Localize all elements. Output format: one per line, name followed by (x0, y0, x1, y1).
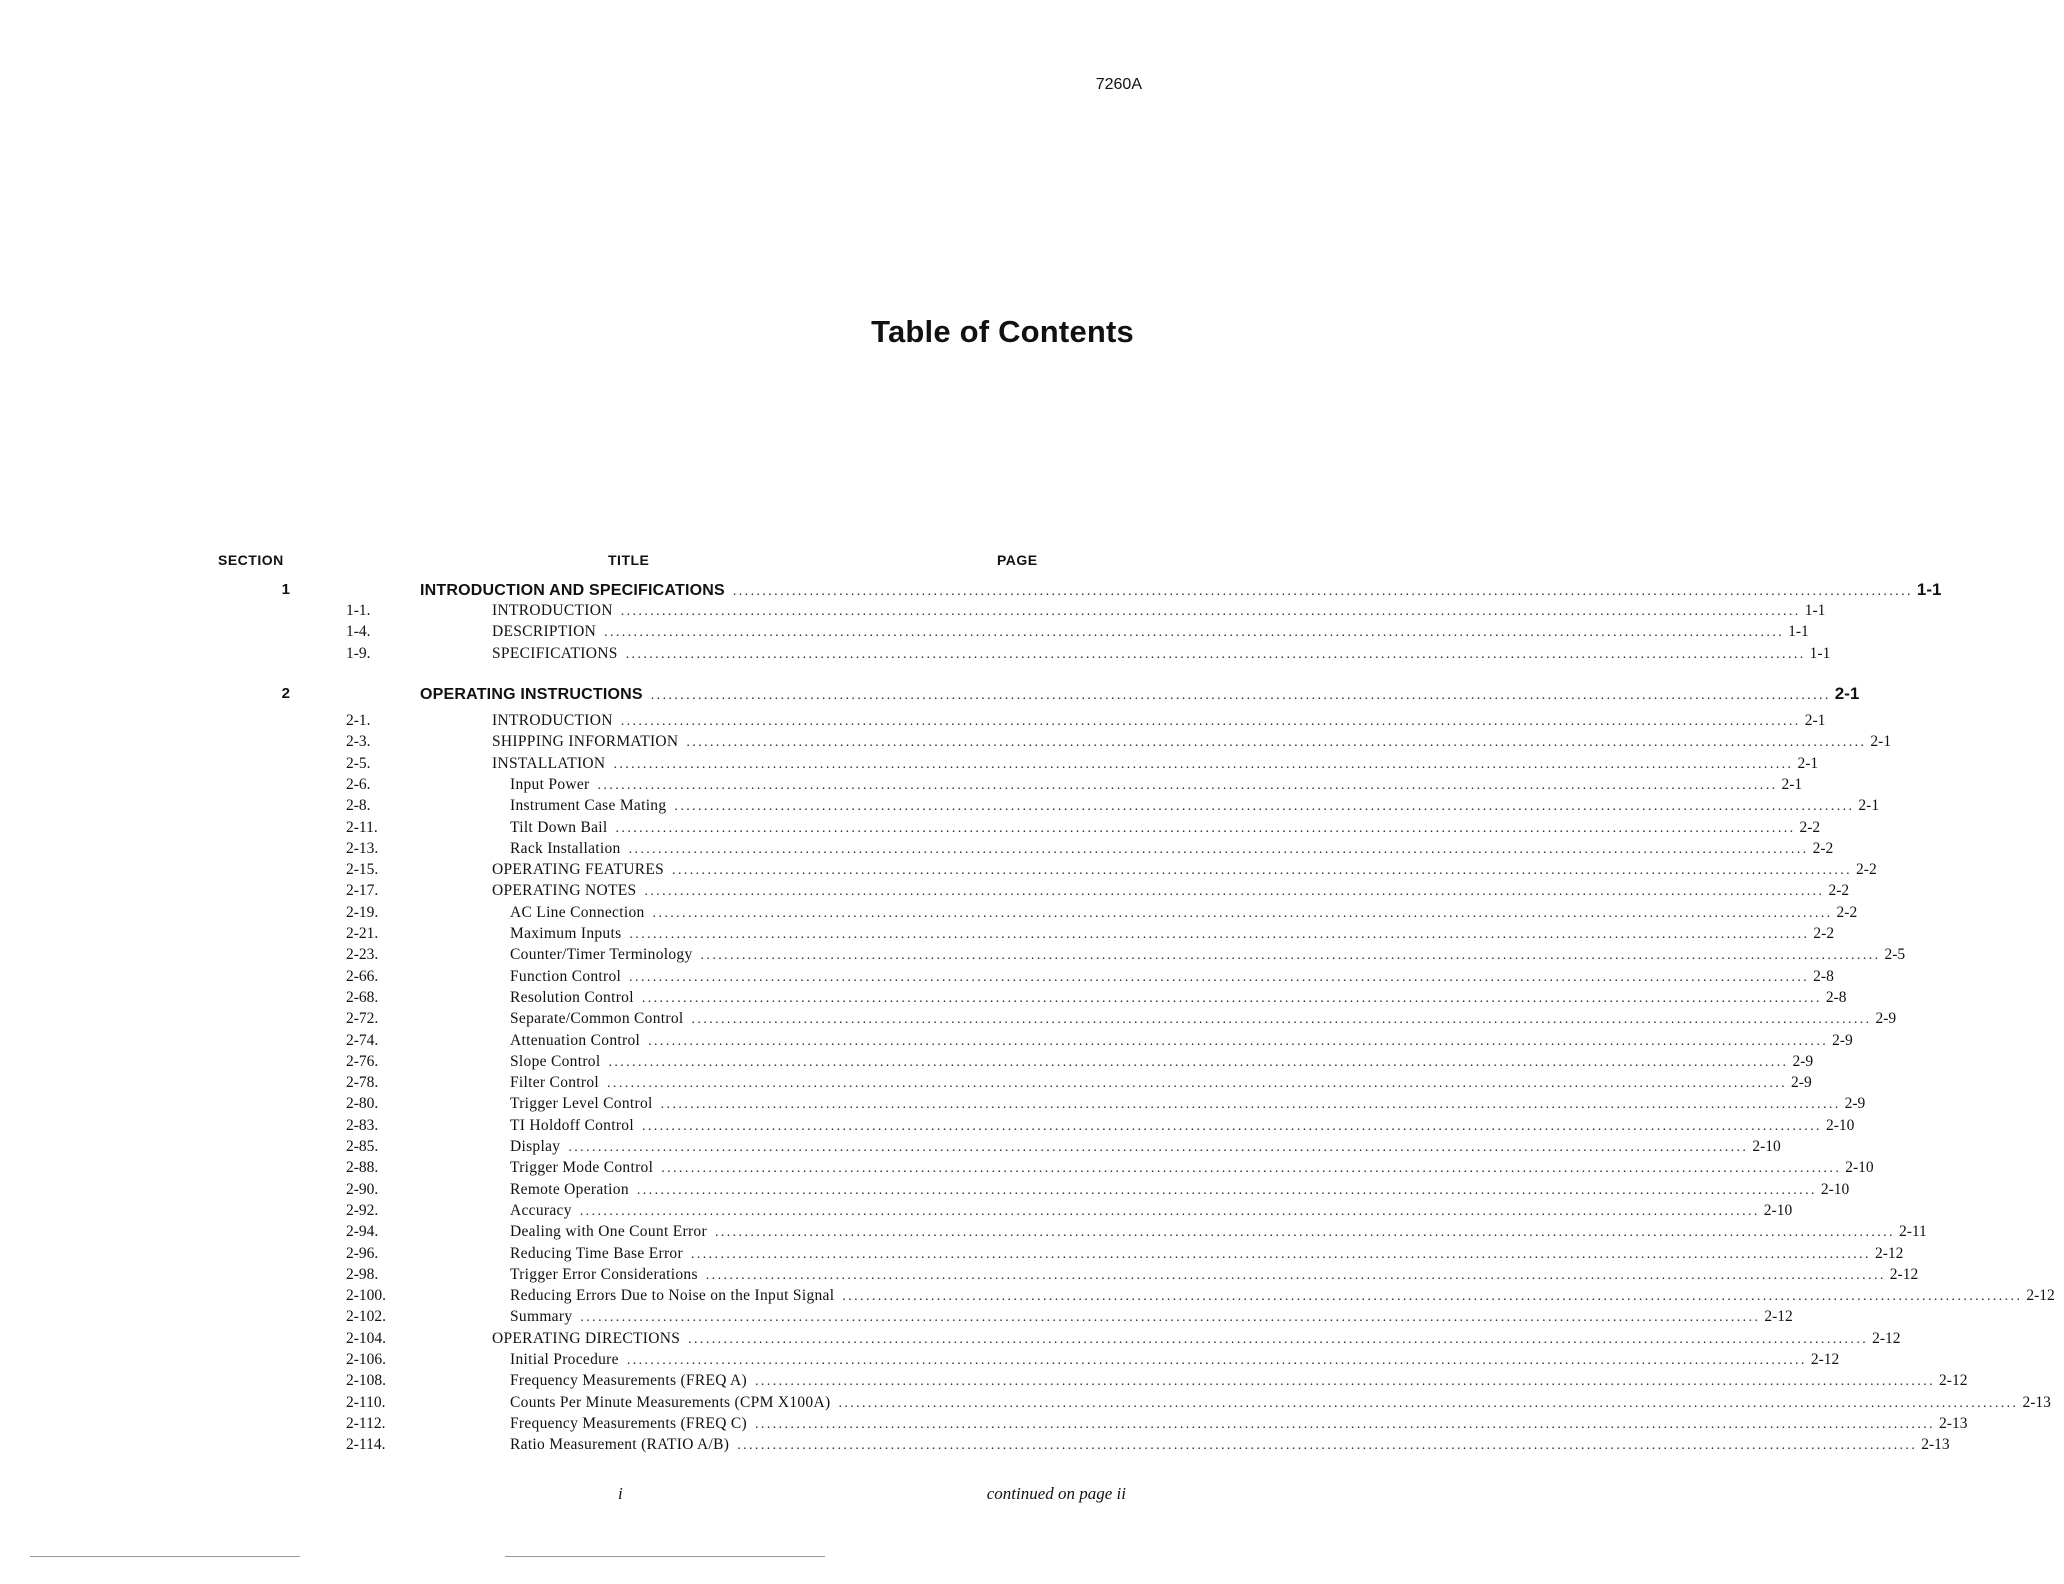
dot-leader: ........................................................................................................................................................................................................ (688, 1331, 1869, 1347)
entry-title: OPERATING NOTES (492, 882, 637, 900)
dot-leader: ........................................................................................................................................................................................................ (691, 1012, 1872, 1028)
entry-title: SHIPPING INFORMATION (492, 733, 679, 751)
dot-leader: ........................................................................................................................................................................................................ (641, 1118, 1822, 1134)
dot-leader: ........................................................................................................................................................................................................ (604, 625, 1785, 641)
entry-page: 2-1 (1804, 712, 1826, 729)
entry-number: 2-90. (346, 1180, 379, 1198)
entry-page: 2-10 (1763, 1201, 1793, 1219)
entry-number: 2-5. (346, 754, 371, 772)
toc-entry-row (346, 1265, 1919, 1288)
toc-entry-row (346, 1223, 1927, 1245)
entry-page: 2-1 (1781, 775, 1803, 793)
column-header-title: TITLE (608, 552, 650, 568)
entry-page: 2-9 (1832, 1031, 1853, 1049)
entry-page: 2-12 (1874, 1244, 1904, 1262)
entry-number: 2-3. (346, 733, 371, 751)
entry-title: Slope Control (510, 1052, 601, 1070)
dot-leader: ........................................................................................................................................................................................................ (714, 1225, 1895, 1241)
dot-leader: ........................................................................................................................................................................................................ (737, 1438, 1918, 1454)
entry-page: 1-1 (1804, 602, 1826, 619)
toc-entry-row (346, 1138, 1781, 1160)
entry-page: 2-12 (1810, 1351, 1840, 1368)
toc-entry-row (346, 1287, 2055, 1309)
entry-title: Reducing Time Base Error (510, 1244, 683, 1262)
entry-number: 2-88. (346, 1159, 379, 1177)
section-heading-row (346, 580, 1942, 602)
entry-page: 2-9 (1844, 1095, 1866, 1113)
entry-number: 2-15. (346, 861, 379, 879)
dot-leader: ........................................................................................................................................................................................................ (648, 1033, 1829, 1049)
toc-entry-row (346, 1244, 1904, 1267)
entry-title: Remote Operation (510, 1180, 629, 1198)
toc-entry-row (346, 623, 1809, 645)
dot-leader: ........................................................................................................................................................................................................ (615, 820, 1796, 836)
entry-number: 2-85. (346, 1138, 379, 1155)
dot-leader: ........................................................................................................................................................................................................ (755, 1374, 1936, 1390)
entry-page: 1-1 (1788, 623, 1809, 641)
entry-title: Resolution Control (510, 988, 634, 1006)
entry-number: 2-92. (346, 1201, 379, 1219)
section-heading-row (346, 684, 1860, 706)
entry-title: INSTALLATION (492, 754, 606, 772)
entry-title: Filter Control (510, 1074, 600, 1092)
scan-artifact-line (505, 1556, 825, 1557)
toc-entry-row (346, 988, 1847, 1011)
entry-number: 2-102. (346, 1308, 387, 1326)
dot-leader: ........................................................................................................................................................................................................ (650, 688, 1831, 703)
entry-number: 2-106. (346, 1351, 387, 1368)
toc-entry-row (346, 733, 1892, 755)
toc-entry-row (346, 1372, 1968, 1394)
entry-title: Separate/Common Control (510, 1010, 684, 1028)
entry-page: 2-10 (1845, 1159, 1874, 1177)
entry-page: 2-10 (1752, 1138, 1781, 1155)
entry-title: OPERATING FEATURES (492, 861, 665, 879)
dot-leader: ........................................................................................................................................................................................................ (597, 777, 1778, 793)
entry-page: 2-10 (1825, 1116, 1855, 1134)
entry-page: 2-9 (1792, 1052, 1814, 1070)
entry-title: TI Holdoff Control (510, 1116, 634, 1134)
entry-page: 2-8 (1813, 967, 1834, 985)
entry-page: 1-1 (1809, 644, 1831, 662)
toc-entry-row (346, 946, 1906, 968)
toc-entry-row (346, 712, 1826, 734)
entry-title: Input Power (510, 775, 590, 793)
entry-number: 2-96. (346, 1244, 379, 1262)
entry-number: 2-74. (346, 1031, 379, 1049)
model-number: 7260A (1095, 76, 1142, 93)
entry-page: 2-2 (1836, 903, 1858, 921)
entry-number: 2-83. (346, 1116, 379, 1134)
toc-entry-row (346, 1159, 1874, 1181)
dot-leader: ........................................................................................................................................................................................................ (842, 1289, 2023, 1305)
entry-number: 2-6. (346, 775, 371, 793)
dot-leader: ........................................................................................................................................................................................................ (620, 714, 1801, 729)
entry-number: 2-17. (346, 882, 379, 900)
dot-leader: ........................................................................................................................................................................................................ (568, 1140, 1749, 1155)
entry-number: 2-11. (346, 818, 378, 836)
entry-page: 2-8 (1825, 988, 1847, 1006)
entry-number: 2-23. (346, 946, 379, 964)
entry-title: Frequency Measurements (FREQ C) (510, 1414, 748, 1432)
dot-leader: ........................................................................................................................................................................................................ (652, 905, 1833, 921)
column-header-page: PAGE (997, 552, 1038, 568)
entry-page: 2-2 (1812, 839, 1834, 857)
entry-page: 2-2 (1799, 818, 1821, 836)
toc-entry-row (346, 602, 1826, 624)
entry-page: 1-1 (1916, 580, 1942, 599)
entry-page: 2-9 (1791, 1074, 1812, 1092)
entry-number: 2-100. (346, 1287, 387, 1305)
entry-page: 2-13 (1939, 1414, 1968, 1432)
toc-entry-row (346, 1436, 1950, 1458)
toc-entry-row (346, 1116, 1855, 1139)
dot-leader: ........................................................................................................................................................................................................ (838, 1395, 2019, 1411)
entry-page: 2-13 (1921, 1436, 1950, 1454)
page-title: Table of Contents (871, 314, 1134, 349)
dot-leader: ........................................................................................................................................................................................................ (690, 1246, 1871, 1262)
toc-entry-row (346, 839, 1834, 862)
entry-title: Ratio Measurement (RATIO A/B) (510, 1436, 730, 1454)
entry-page: 2-12 (1872, 1329, 1901, 1347)
dot-leader: ........................................................................................................................................................................................................ (580, 1310, 1761, 1326)
entry-number: 2-8. (346, 797, 371, 815)
entry-title: Instrument Case Mating (510, 797, 667, 815)
dot-leader: ........................................................................................................................................................................................................ (620, 604, 1801, 619)
toc-entry-row (346, 1095, 1866, 1117)
entry-number: 2-78. (346, 1074, 379, 1092)
entry-title: Summary (510, 1308, 573, 1326)
toc-entry-row (346, 818, 1821, 841)
toc-entry-row (346, 1351, 1840, 1373)
entry-title: SPECIFICATIONS (492, 644, 618, 662)
toc-entry-row (346, 1308, 1793, 1330)
entry-number: 2-13. (346, 839, 379, 857)
toc-entry-row (346, 925, 1835, 947)
dot-leader: ........................................................................................................................................................................................................ (705, 1267, 1886, 1283)
entry-title: Function Control (510, 967, 622, 985)
dot-leader: ........................................................................................................................................................................................................ (732, 584, 1913, 599)
dot-leader: ........................................................................................................................................................................................................ (661, 1161, 1842, 1177)
entry-number: 2-80. (346, 1095, 379, 1113)
toc-entry-row (346, 1329, 1901, 1352)
entry-title: INTRODUCTION (492, 602, 613, 619)
toc-entry-row (346, 1393, 2051, 1416)
entry-number: 2-94. (346, 1223, 379, 1241)
entry-title: Initial Procedure (510, 1351, 619, 1368)
entry-number: 2-108. (346, 1372, 387, 1390)
entry-title: Dealing with One Count Error (510, 1223, 707, 1241)
dot-leader: ........................................................................................................................................................................................................ (613, 756, 1794, 772)
entry-page: 2-12 (2026, 1287, 2055, 1305)
entry-page: 2-2 (1813, 925, 1835, 942)
toc-entry-row (346, 1031, 1853, 1054)
dot-leader: ........................................................................................................................................................................................................ (579, 1203, 1760, 1219)
entry-title: OPERATING INSTRUCTIONS (420, 686, 643, 703)
scan-artifact-line (30, 1556, 300, 1557)
dot-leader: ........................................................................................................................................................................................................ (608, 1054, 1789, 1070)
dot-leader: ........................................................................................................................................................................................................ (700, 948, 1881, 964)
entry-title: Maximum Inputs (510, 925, 622, 942)
entry-number: 2-76. (346, 1052, 379, 1070)
dot-leader: ........................................................................................................................................................................................................ (674, 799, 1855, 815)
section-number: 1 (281, 581, 290, 598)
entry-page: 2-1 (1797, 754, 1819, 772)
column-header-section: SECTION (218, 552, 284, 568)
entry-title: Attenuation Control (510, 1031, 641, 1049)
entry-title: Tilt Down Bail (510, 818, 608, 836)
entry-page: 2-12 (1889, 1265, 1919, 1283)
toc-entry-row (346, 1414, 1968, 1437)
dot-leader: ........................................................................................................................................................................................................ (629, 927, 1810, 942)
toc-entry-row (346, 797, 1880, 819)
entry-page: 2-13 (2022, 1393, 2051, 1411)
entry-page: 2-12 (1764, 1308, 1793, 1326)
continued-note: continued on page ii (986, 1484, 1126, 1503)
dot-leader: ........................................................................................................................................................................................................ (628, 841, 1809, 857)
entry-number: 1-9. (346, 644, 371, 662)
entry-title: INTRODUCTION AND SPECIFICATIONS (420, 582, 725, 599)
entry-number: 2-104. (346, 1329, 387, 1347)
entry-page: 2-1 (1834, 684, 1860, 703)
entry-number: 2-98. (346, 1265, 379, 1283)
dot-leader: ........................................................................................................................................................................................................ (672, 863, 1853, 879)
dot-leader: ........................................................................................................................................................................................................ (636, 1182, 1817, 1198)
entry-title: Display (510, 1138, 561, 1155)
entry-page: 2-1 (1858, 797, 1880, 815)
entry-title: OPERATING DIRECTIONS (492, 1329, 681, 1347)
toc-entry-row (346, 1201, 1793, 1224)
entry-title: Frequency Measurements (FREQ A) (510, 1372, 748, 1390)
toc-entry-row (346, 903, 1858, 926)
section-number: 2 (281, 685, 290, 702)
entry-page: 2-12 (1939, 1372, 1968, 1390)
entry-number: 2-66. (346, 967, 379, 985)
dot-leader: ........................................................................................................................................................................................................ (644, 884, 1825, 900)
entry-number: 2-68. (346, 988, 379, 1006)
entry-page: 2-10 (1820, 1180, 1850, 1198)
entry-title: Accuracy (510, 1201, 572, 1219)
toc-entry-row (346, 775, 1803, 798)
toc-entry-row (346, 861, 1877, 883)
entry-page: 2-5 (1884, 946, 1906, 964)
entry-title: Counter/Timer Terminology (510, 946, 693, 964)
toc-entry-row (346, 1052, 1814, 1075)
entry-number: 1-1. (346, 602, 371, 619)
dot-leader: ........................................................................................................................................................................................................ (755, 1416, 1936, 1432)
entry-title: Rack Installation (510, 839, 621, 857)
entry-title: Reducing Errors Due to Noise on the Input Signal (510, 1287, 835, 1305)
toc-entry-row (346, 754, 1819, 777)
toc-entry-row (346, 882, 1850, 904)
dot-leader: ........................................................................................................................................................................................................ (686, 735, 1867, 751)
entry-number: 2-72. (346, 1010, 379, 1028)
entry-page: 2-2 (1828, 882, 1850, 900)
dot-leader: ........................................................................................................................................................................................................ (626, 1353, 1807, 1368)
entry-page: 2-1 (1870, 733, 1892, 751)
entry-page: 2-2 (1856, 861, 1877, 879)
dot-leader: ........................................................................................................................................................................................................ (629, 969, 1810, 985)
entry-title: Counts Per Minute Measurements (CPM X100A) (510, 1393, 831, 1411)
entry-number: 2-112. (346, 1414, 386, 1432)
entry-title: INTRODUCTION (492, 712, 613, 729)
entry-title: Trigger Mode Control (510, 1159, 654, 1177)
dot-leader: ........................................................................................................................................................................................................ (641, 990, 1822, 1006)
toc-entry-row (346, 1074, 1812, 1096)
entry-title: Trigger Level Control (510, 1095, 653, 1113)
entry-title: Trigger Error Considerations (510, 1265, 698, 1283)
entry-title: AC Line Connection (510, 903, 645, 921)
entry-number: 1-4. (346, 623, 371, 641)
toc-entry-row (346, 1180, 1850, 1203)
toc-entry-row (346, 1010, 1897, 1032)
dot-leader: ........................................................................................................................................................................................................ (625, 646, 1806, 662)
toc-entry-row (346, 644, 1831, 667)
page-folio: i (618, 1484, 623, 1503)
entry-page: 2-9 (1875, 1010, 1897, 1028)
entry-title: DESCRIPTION (492, 623, 597, 641)
entry-number: 2-21. (346, 925, 379, 942)
entry-number: 2-114. (346, 1436, 386, 1454)
entry-page: 2-11 (1898, 1223, 1927, 1241)
entry-number: 2-1. (346, 712, 371, 729)
entry-number: 2-19. (346, 903, 379, 921)
dot-leader: ........................................................................................................................................................................................................ (607, 1076, 1788, 1092)
dot-leader: ........................................................................................................................................................................................................ (660, 1097, 1841, 1113)
toc-entry-row (346, 967, 1834, 990)
entry-number: 2-110. (346, 1393, 386, 1411)
